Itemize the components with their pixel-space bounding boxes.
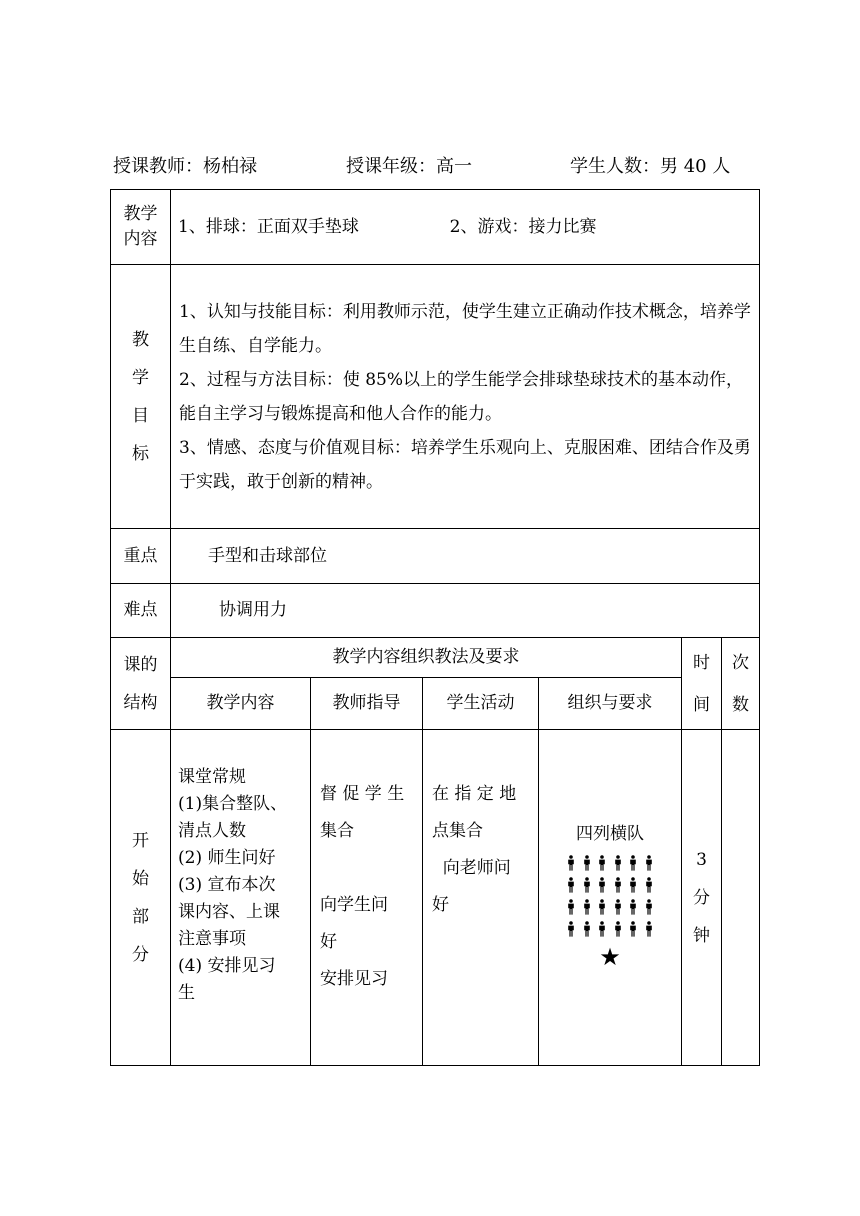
student-person-icon (614, 921, 622, 937)
formation-row (564, 852, 657, 874)
opening-student: 在 指 定 地 点集合 向老师问 好 (423, 730, 539, 1066)
key-point-row (111, 529, 760, 584)
grade-level: 授课年级：高一 (346, 156, 472, 177)
student-person-icon (567, 921, 575, 937)
time-header: 时 间 (682, 638, 722, 730)
student-person-icon (583, 921, 591, 937)
opening-count (722, 730, 760, 1066)
content-item-2: 2、游戏：接力比赛 (449, 216, 597, 237)
col-content-header: 教学内容 (171, 678, 311, 730)
key-point-text: 手型和击球部位 (171, 529, 760, 584)
goal-process: 2、过程与方法目标：使 85%以上的学生能学会排球垫球技术的基本动作，能自主学习与锻炼提高和他人合作的能力。 (179, 369, 744, 424)
goals-text (171, 265, 760, 529)
student-person-icon (583, 855, 591, 871)
student-count: 学生人数：男 40 人 (570, 156, 731, 177)
content-row (111, 190, 760, 265)
student-person-icon (583, 877, 591, 893)
formation-row (564, 918, 657, 940)
structure-label: 课的 结构 (111, 638, 171, 730)
difficulty-text: 协调用力 (171, 584, 760, 638)
teacher-star-icon: ★ (599, 943, 621, 971)
structure-header-row (111, 638, 760, 678)
student-person-icon (645, 855, 653, 871)
lesson-plan-table (110, 189, 760, 1066)
student-person-icon (598, 899, 606, 915)
opening-teacher: 督 促 学 生 集合 向学生问 好 安排见习 (311, 730, 423, 1066)
teacher-name: 授课教师：杨柏禄 (113, 156, 257, 177)
col-org-header: 组织与要求 (539, 678, 682, 730)
student-person-icon (598, 921, 606, 937)
student-person-icon (645, 921, 653, 937)
content-label: 教学 内容 (111, 190, 171, 265)
student-person-icon (567, 899, 575, 915)
student-person-icon (614, 855, 622, 871)
opening-row (111, 730, 760, 1066)
student-person-icon (598, 855, 606, 871)
student-person-icon (583, 899, 591, 915)
student-person-icon (614, 899, 622, 915)
student-person-icon (629, 855, 637, 871)
content-item-1: 1、排球：正面双手垫球 (178, 216, 359, 237)
formation-diagram (539, 730, 681, 972)
method-group-header: 教学内容组织教法及要求 (171, 638, 682, 678)
goal-attitude: 3、情感、态度与价值观目标：培养学生乐观向上、克服困难、团结合作及勇于实践，敢于创新的精神。 (179, 437, 751, 492)
formation-title: 四列横队 (576, 824, 644, 844)
formation-row (564, 896, 657, 918)
student-person-icon (629, 899, 637, 915)
student-person-icon (629, 877, 637, 893)
goal-cognitive: 1、认知与技能目标：利用教师示范，使学生建立正确动作技术概念，培养学生自练、自学能力。 (179, 301, 751, 356)
opening-organization (539, 730, 682, 1066)
count-header: 次 数 (722, 638, 760, 730)
opening-label: 开 始 部 分 (111, 730, 171, 1066)
student-person-icon (598, 877, 606, 893)
opening-time: 3 分 钟 (682, 730, 722, 1066)
student-person-icon (614, 877, 622, 893)
formation-people (564, 852, 657, 940)
student-person-icon (567, 855, 575, 871)
difficulty-row (111, 584, 760, 638)
student-person-icon (645, 899, 653, 915)
goals-row (111, 265, 760, 529)
opening-content: 课堂常规 (1)集合整队、 清点人数 (2) 师生问好 (3) 宣布本次 课内容、上课 注意事项 (4) 安排见习 生 (171, 730, 311, 1066)
student-person-icon (645, 877, 653, 893)
formation-row (564, 874, 657, 896)
col-teacher-header: 教师指导 (311, 678, 423, 730)
student-person-icon (629, 921, 637, 937)
goals-label: 教 学 目 标 (111, 265, 171, 529)
student-person-icon (567, 877, 575, 893)
key-point-label: 重点 (111, 529, 171, 584)
structure-subheader-row (111, 678, 760, 730)
difficulty-label: 难点 (111, 584, 171, 638)
col-student-header: 学生活动 (423, 678, 539, 730)
content-items (171, 190, 760, 265)
